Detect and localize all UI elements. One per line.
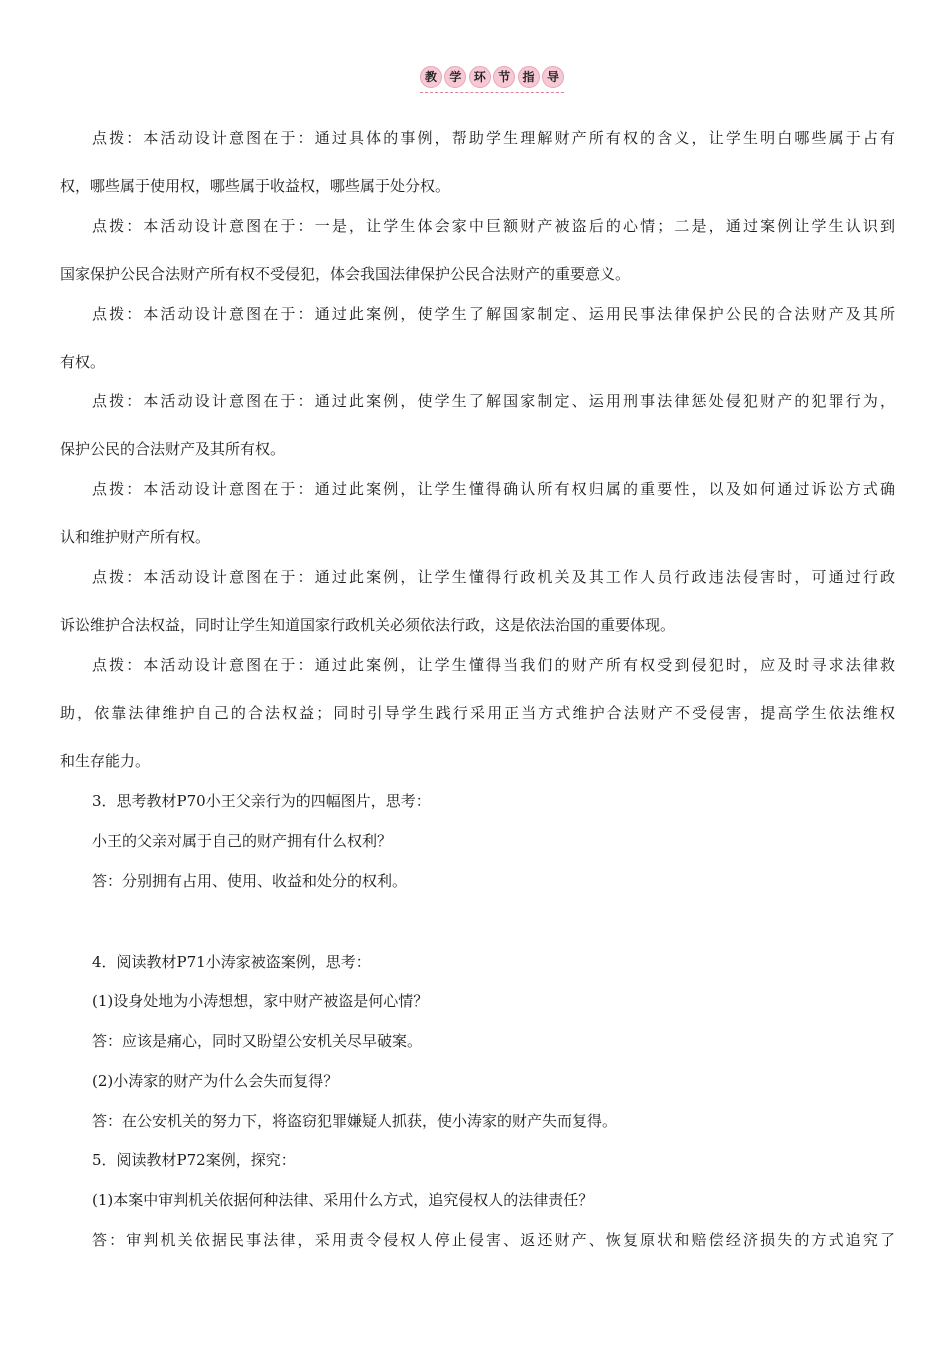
text-line: 点拨：本活动设计意图在于：通过此案例，使学生了解国家制定、运用刑事法律惩处侵犯财产的犯罪行为， <box>92 392 895 410</box>
text-line: 助，依靠法律维护自己的合法权益；同时引导学生践行采用正当方式维护合法财产不受侵害，提高学生依法维权 <box>60 704 895 722</box>
text-line: 5．阅读教材P72案例，探究： <box>92 1151 296 1169</box>
text-line: 点拨：本活动设计意图在于：通过此案例，让学生懂得行政机关及其工作人员行政违法侵害时，可通过行政 <box>92 568 895 586</box>
header-char: 学 <box>444 66 466 88</box>
text-line: 答：应该是痛心，同时又盼望公安机关尽早破案。 <box>92 1032 423 1050</box>
header-char: 环 <box>469 66 491 88</box>
text-line: 国家保护公民合法财产所有权不受侵犯，体会我国法律保护公民合法财产的重要意义。 <box>60 265 631 283</box>
text-line: 答：分别拥有占用、使用、收益和处分的权利。 <box>92 872 408 890</box>
header-char: 指 <box>518 66 540 88</box>
text-line: 点拨：本活动设计意图在于：通过具体的事例，帮助学生理解财产所有权的含义，让学生明白哪些属于占有 <box>92 129 895 147</box>
header-char: 教 <box>420 66 442 88</box>
text-line: 有权。 <box>60 353 106 371</box>
text-line: 小王的父亲对属于自己的财产拥有什么权利？ <box>92 832 393 850</box>
text-line: (1)本案中审判机关依据何种法律、采用什么方式，追究侵权人的法律责任？ <box>92 1191 594 1209</box>
text-line: 保护公民的合法财产及其所有权。 <box>60 440 286 458</box>
text-line: 点拨：本活动设计意图在于：通过此案例，使学生了解国家制定、运用民事法律保护公民的合法财产及其所 <box>92 305 895 323</box>
text-line: 4．阅读教材P71小涛家被盗案例，思考： <box>92 953 371 971</box>
text-line: 3．思考教材P70小王父亲行为的四幅图片，思考： <box>92 792 431 810</box>
text-line: (2)小涛家的财产为什么会失而复得？ <box>92 1072 339 1090</box>
text-line: 权，哪些属于使用权，哪些属于收益权，哪些属于处分权。 <box>60 177 451 195</box>
section-header <box>420 66 564 96</box>
section-header-title <box>420 66 564 90</box>
text-line: 诉讼维护合法权益，同时让学生知道国家行政机关必须依法行政，这是依法治国的重要体现。 <box>60 616 676 634</box>
text-line: 答：在公安机关的努力下，将盗窃犯罪嫌疑人抓获，使小涛家的财产失而复得。 <box>92 1112 618 1130</box>
header-char: 导 <box>542 66 564 88</box>
text-line: 答：审判机关依据民事法律，采用责令侵权人停止侵害、返还财产、恢复原状和赔偿经济损失的方式追究了 <box>92 1231 895 1249</box>
text-line: (1)设身处地为小涛想想，家中财产被盗是何心情？ <box>92 992 429 1010</box>
text-line: 认和维护财产所有权。 <box>60 528 211 546</box>
header-char: 节 <box>493 66 515 88</box>
text-line: 点拨：本活动设计意图在于：一是，让学生体会家中巨额财产被盗后的心情；二是，通过案例让学生认识到 <box>92 217 895 235</box>
text-line: 点拨：本活动设计意图在于：通过此案例，让学生懂得当我们的财产所有权受到侵犯时，应及时寻求法律救 <box>92 656 895 674</box>
text-line: 和生存能力。 <box>60 752 151 770</box>
text-line: 点拨：本活动设计意图在于：通过此案例，让学生懂得确认所有权归属的重要性，以及如何通过诉讼方式确 <box>92 480 895 498</box>
header-underline <box>420 92 564 93</box>
